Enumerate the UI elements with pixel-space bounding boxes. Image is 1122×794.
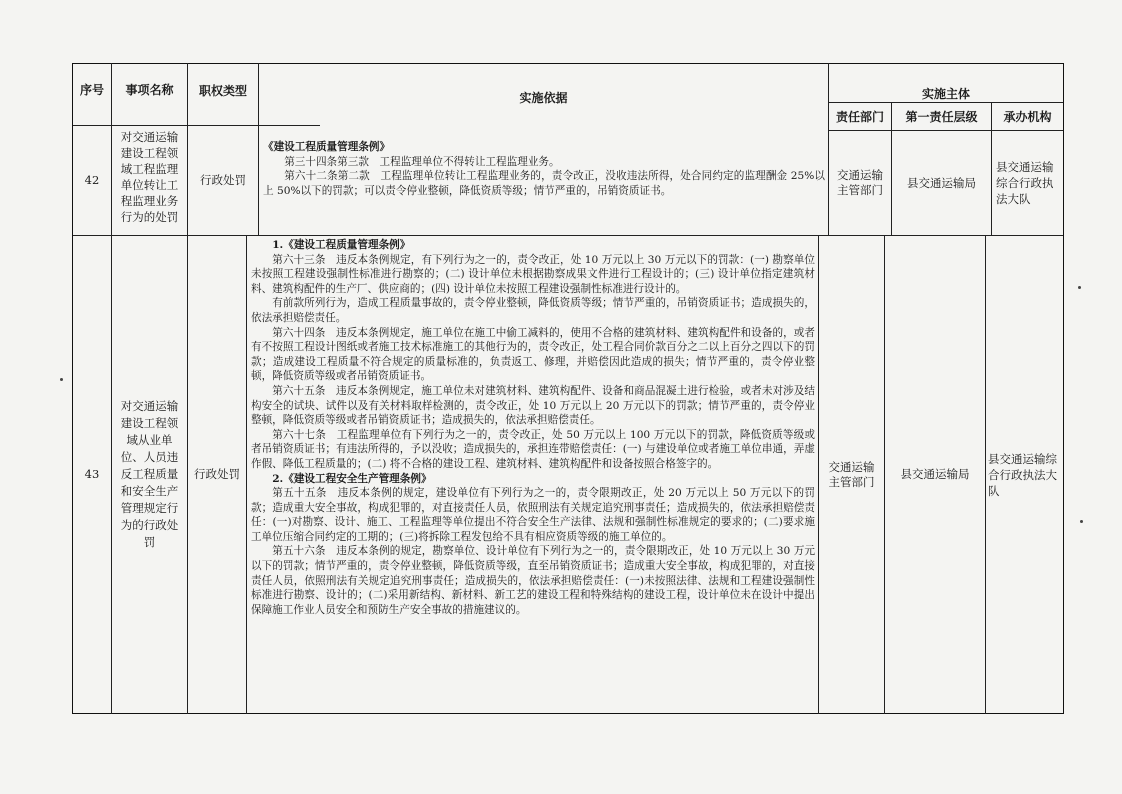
header-handling-org: 承办机构 <box>1003 110 1052 124</box>
row-43-power-type: 行政处罚 <box>194 467 240 481</box>
row-43-item-name: 对交通运输建设工程领域从业单位、人员违反工程质量和安全生产管理规定行为的行政处罚 <box>120 399 179 549</box>
scan-speck <box>60 378 63 381</box>
row-43-seq: 43 <box>84 467 100 481</box>
row-42-basis <box>263 140 825 198</box>
basis-paragraph: 第六十四条 违反本条例规定，施工单位在施工中偷工减料的，使用不合格的建筑材料、建筑构配件和设备的，或者有不按照工程设计图纸或者施工技术标准施工的其他行为的，责令改正，处工程合同价款百分之二以上百分之四以下的罚款；造成建设工程质量不符合规定的质量标准的，负责返工、修理，并赔偿因此造成的损失；情节严重的，责令停业整顿，降低资质等级或者吊销资质证书。 <box>251 326 815 383</box>
basis-paragraph: 有前款所列行为，造成工程质量事故的，责令停业整顿，降低资质等级；情节严重的，吊销资质证书；造成损失的，依法承担赔偿责任。 <box>251 297 815 324</box>
row-42-item-name: 对交通运输建设工程领域工程监理单位转让工程监理业务行为的处罚 <box>120 129 179 224</box>
scan-speck <box>1080 520 1083 523</box>
header-resp-dept: 责任部门 <box>835 110 884 124</box>
basis-paragraph: 第六十二条第二款 工程监理单位转让工程监理业务的，责令改正，没收违法所得，处合同约定的监理酬金 25%以上 50%以下的罚款；可以责令停业整顿，降低资质等级；情节严重的，吊销资质证书。 <box>263 170 825 197</box>
row-43-basis <box>251 238 815 617</box>
row-42-seq: 42 <box>84 173 100 187</box>
scan-speck <box>1078 286 1081 289</box>
basis-paragraph: 第六十五条 违反本条例规定，施工单位未对建筑材料、建筑构配件、设备和商品混凝土进行检验，或者未对涉及结构安全的试块、试件以及有关材料取样检测的，责令改正，处 10 万元以上 20 万元以下的罚款；情节严重的，责令停业整顿，降低资质等级或者吊销资质证书；造成损失的，依法承担赔偿责任。 <box>251 384 815 427</box>
basis-section-title: 2.《建设工程安全生产管理条例》 <box>272 472 432 485</box>
table-border-right <box>1063 63 1064 714</box>
row-42-resp-dept: 交通运输主管部门 <box>837 168 883 197</box>
basis-law-title: 《建设工程质量管理条例》 <box>263 141 391 153</box>
col-divider <box>246 235 247 714</box>
row-43-first-level: 县交通运输局 <box>900 467 970 481</box>
row-43-resp-dept: 交通运输主管部门 <box>828 459 875 489</box>
row-42-power-type: 行政处罚 <box>200 173 246 187</box>
header-power-type: 职权类型 <box>198 83 247 98</box>
basis-paragraph: 第六十七条 工程监理单位有下列行为之一的，责令改正，处 50 万元以上 100 万元以下的罚款，降低资质等级或者吊销资质证书；有违法所得的，予以没收；造成损失的，承担连带赔偿责任：(一) 与建设单位或者施工单位串通，弄虚作假、降低工程质量的；(二) 将不合格的建设工程、建筑材料、建筑构配件和设备按照合格签字的。 <box>251 428 815 470</box>
row-42-first-level: 县交通运输局 <box>907 175 976 190</box>
header-seq: 序号 <box>79 82 104 97</box>
basis-paragraph: 第五十六条 违反本条例的规定，勘察单位、设计单位有下列行为之一的，责令限期改正，处 10 万元以上 30 万元以下的罚款；情节严重的，责令停业整顿，降低资质等级，直至吊销资质证书；造成重大安全事故，构成犯罪的，对直接责任人员，依照刑法有关规定追究刑事责任；造成损失的，依法承担赔偿责任：(一)未按照法律、法规和工程建设强制性标准进行勘察、设计的；(二)采用新结构、新材料、新工艺的建设工程和特殊结构的建设工程，设计单位未在设计中提出保障施工作业人员安全和预防生产安全事故的措施建议的。 <box>251 545 815 616</box>
header-first-level: 第一责任层级 <box>905 110 978 124</box>
header-item-name: 事项名称 <box>125 82 174 97</box>
table-border-bottom <box>72 713 1064 714</box>
basis-paragraph: 第五十五条 违反本条例的规定，建设单位有下列行为之一的，责令限期改正，处 20 万元以上 50 万元以下的罚款；造成重大安全事故，构成犯罪的，对直接责任人员，依照刑法有关规定追究刑事责任；造成损失的，依法承担赔偿责任：(一)对勘察、设计、施工、工程监理等单位提出不符合安全生产法律、法规和强制性标准规定的要求的；(二)要求施工单位压缩合同约定的工期的；(三)将拆除工程发包给不具有相应资质等级的施工单位的。 <box>251 487 815 543</box>
header-subject: 实施主体 <box>921 86 970 101</box>
basis-section-title: 1.《建设工程质量管理条例》 <box>272 239 411 251</box>
header-basis: 实施依据 <box>519 90 568 105</box>
row-43-handling-org: 县交通运输综合行政执法大队 <box>988 451 1057 498</box>
basis-paragraph: 第六十三条 违反本条例规定，有下列行为之一的，责令改正，处 10 万元以上 30 万元以下的罚款：(一) 勘察单位未按照工程建设强制性标准进行勘察的；(二) 设计单位未根据勘察成果文件进行工程设计的；(三) 设计单位指定建筑材料、建筑构配件的生产厂、供应商的；(四) 设计单位未按照工程建设强制性标准进行设计的。 <box>251 253 815 295</box>
row-42-handling-org: 县交通运输综合行政执法大队 <box>996 160 1054 206</box>
basis-paragraph: 第三十四条第三款 工程监理单位不得转让工程监理业务。 <box>284 155 560 168</box>
